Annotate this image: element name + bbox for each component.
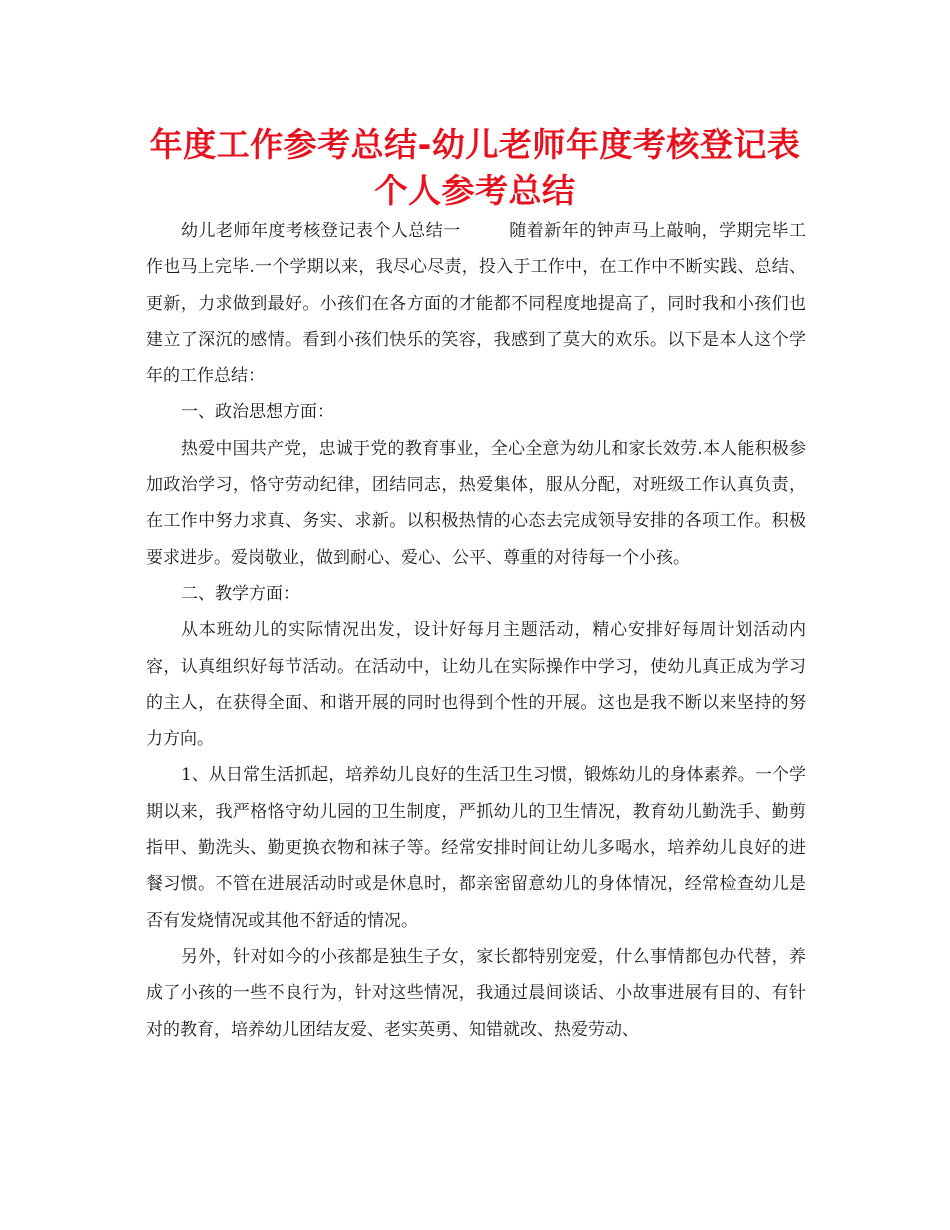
document-body <box>146 213 806 1048</box>
paragraph-teaching: 从本班幼儿的实际情况出发，设计好每月主题活动，精心安排好每周计划活动内容，认真组织好每节活动。在活动中，让幼儿在实际操作中学习，使幼儿真正成为学习的主人，在获得全面、和谐开展的同时也得到个性的开展。这也是我不断以来坚持的努力方向。 <box>146 620 806 750</box>
intro-paragraph <box>146 213 806 394</box>
intro-heading: 幼儿老师年度考核登记表个人总结一 <box>181 221 461 241</box>
paragraph-moral-education: 另外，针对如今的小孩都是独生子女，家长都特别宠爱，什么事情都包办代替，养成了小孩的一些不良行为，针对这些情况，我通过晨间谈话、小故事进展有目的、有针对的教育，培养幼儿团结友爱、老实英勇、知错就改、热爱劳动、 <box>146 946 806 1040</box>
intro-text: 随着新年的钟声马上敲响，学期完毕工作也马上完毕.一个学期以来，我尽心尽责，投入于工作中，在工作中不断实践、总结、更新，力求做到最好。小孩们在各方面的才能都不同程度地提高了，同时我和小孩们也建立了深沉的感情。看到小孩们快乐的笑容，我感到了莫大的欢乐。以下是本人这个学年的工作总结： <box>146 221 807 387</box>
paragraph-politics: 热爱中国共产党，忠诚于党的教育事业，全心全意为幼儿和家长效劳.本人能积极参加政治学习，恪守劳动纪律，团结同志，热爱集体，服从分配，对班级工作认真负责，在工作中努力求真、务实、求新。以积极热情的心态去完成领导安排的各项工作。积极要求进步。爱岗敬业，做到耐心、爱心、公平、尊重的对待每一个小孩。 <box>146 438 806 568</box>
section-heading-teaching: 二、教学方面： <box>181 583 300 604</box>
document-title: 年度工作参考总结-幼儿老师年度考核登记表个人参考总结 <box>149 125 801 210</box>
paragraph-daily-life: 1、从日常生活抓起，培养幼儿良好的生活卫生习惯，锻炼幼儿的身体素养。一个学期以来，我严格恪守幼儿园的卫生制度，严抓幼儿的卫生情况，教育幼儿勤洗手、勤剪指甲、勤洗头、勤更换衣物和袜子等。经常安排时间让幼儿多喝水，培养幼儿良好的进餐习惯。不管在进展活动时或是休息时，都亲密留意幼儿的身体情况，经常检查幼儿是否有发烧情况或其他不舒适的情况。 <box>146 765 806 931</box>
section-heading-politics: 一、政治思想方面： <box>181 402 334 423</box>
